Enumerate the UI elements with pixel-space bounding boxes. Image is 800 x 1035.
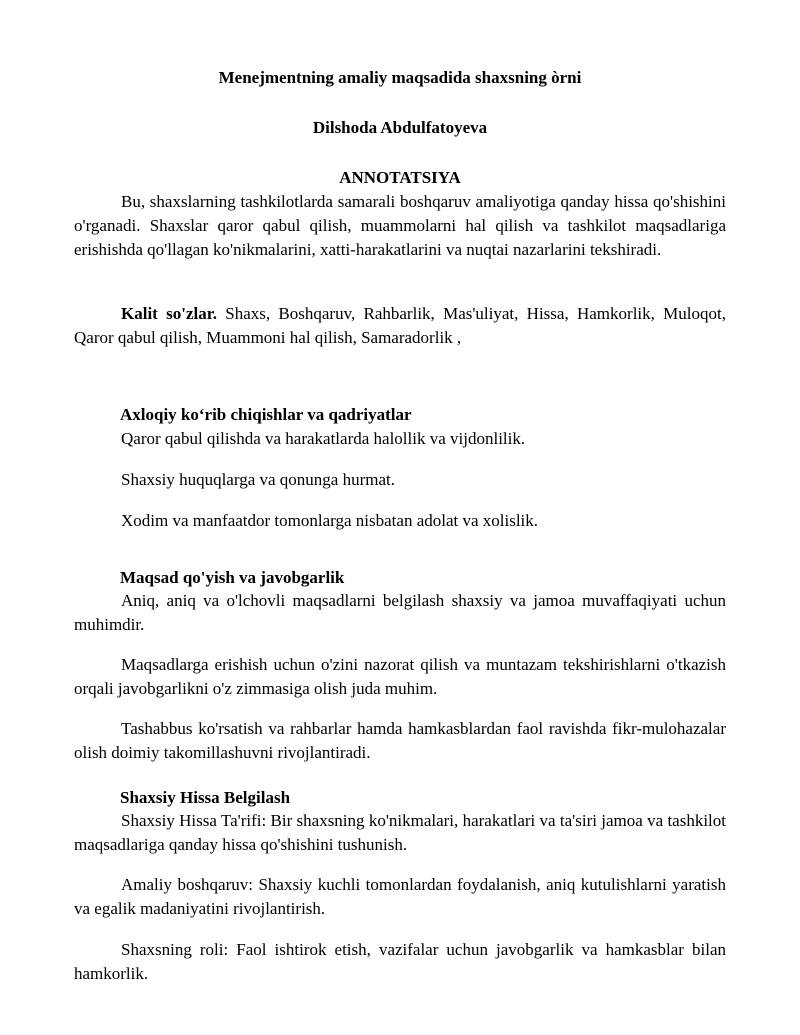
author-name: Dilshoda Abdulfatoyeva <box>312 118 488 137</box>
section-paragraph: Xodim va manfaatdor tomonlarga nisbatan adolat va xolislik. <box>121 511 539 530</box>
section-paragraph: Maqsadlarga erishish uchun o'zini nazorat qilish va muntazam tekshirishlarni o'tkazish orqali javobgarlikni o'z zimmasiga olish juda muhim. <box>74 655 726 698</box>
section-paragraph: Shaxsiy Hissa Ta'rifi: Bir shaxsning ko'nikmalari, harakatlari va ta'siri jamoa va tashkilot maqsadlariga qanday hissa qo'shishini tushunish. <box>74 811 726 854</box>
annotation-heading: ANNOTATSIYA <box>339 168 461 187</box>
section-paragraph: Qaror qabul qilishda va harakatlarda halollik va vijdonlilik. <box>121 429 526 448</box>
section-paragraph: Aniq, aniq va o'lchovli maqsadlarni belgilash shaxsiy va jamoa muvaffaqiyati uchun muhimdir. <box>74 591 726 634</box>
keywords-text: Shaxs, Boshqaruv, Rahbarlik, Mas'uliyat, Hissa, Hamkorlik, Muloqot, Qaror qabul qilish, Muammoni hal qilish, Samaradorlik , <box>74 304 726 347</box>
section-paragraph: Shaxsiy huquqlarga va qonunga hurmat. <box>121 470 396 489</box>
section-paragraph: Tashabbus ko'rsatish va rahbarlar hamda hamkasblardan faol ravishda fikr-mulohazalar olish doimiy takomillashuvni rivojlantiradi. <box>74 719 726 762</box>
section-heading: Shaxsiy Hissa Belgilash <box>120 788 291 807</box>
document-title: Menejmentning amaliy maqsadida shaxsning òrni <box>218 68 582 87</box>
section-heading: Axloqiy ko‘rib chiqishlar va qadriyatlar <box>120 405 412 424</box>
section-heading: Maqsad qo'yish va javobgarlik <box>120 568 345 587</box>
keywords-label: Kalit so'zlar. <box>121 304 217 323</box>
keywords-paragraph <box>74 302 726 350</box>
section-paragraph: Amaliy boshqaruv: Shaxsiy kuchli tomonlardan foydalanish, aniq kutulishlarni yaratish va egalik madaniyatini rivojlantirish. <box>74 875 726 918</box>
annotation-paragraph: Bu, shaxslarning tashkilotlarda samarali boshqaruv amaliyotiga qanday hissa qo'shishini o'rganadi. Shaxslar qaror qabul qilish, muammolarni hal qilish va tashkilot maqsadlariga erishishda qo'llagan ko'nikmalarini, xatti-harakatlarini va nuqtai nazarlarini tekshiradi. <box>74 192 726 259</box>
section-paragraph: Shaxsning roli: Faol ishtirok etish, vazifalar uchun javobgarlik va hamkasblar bilan hamkorlik. <box>74 940 726 983</box>
